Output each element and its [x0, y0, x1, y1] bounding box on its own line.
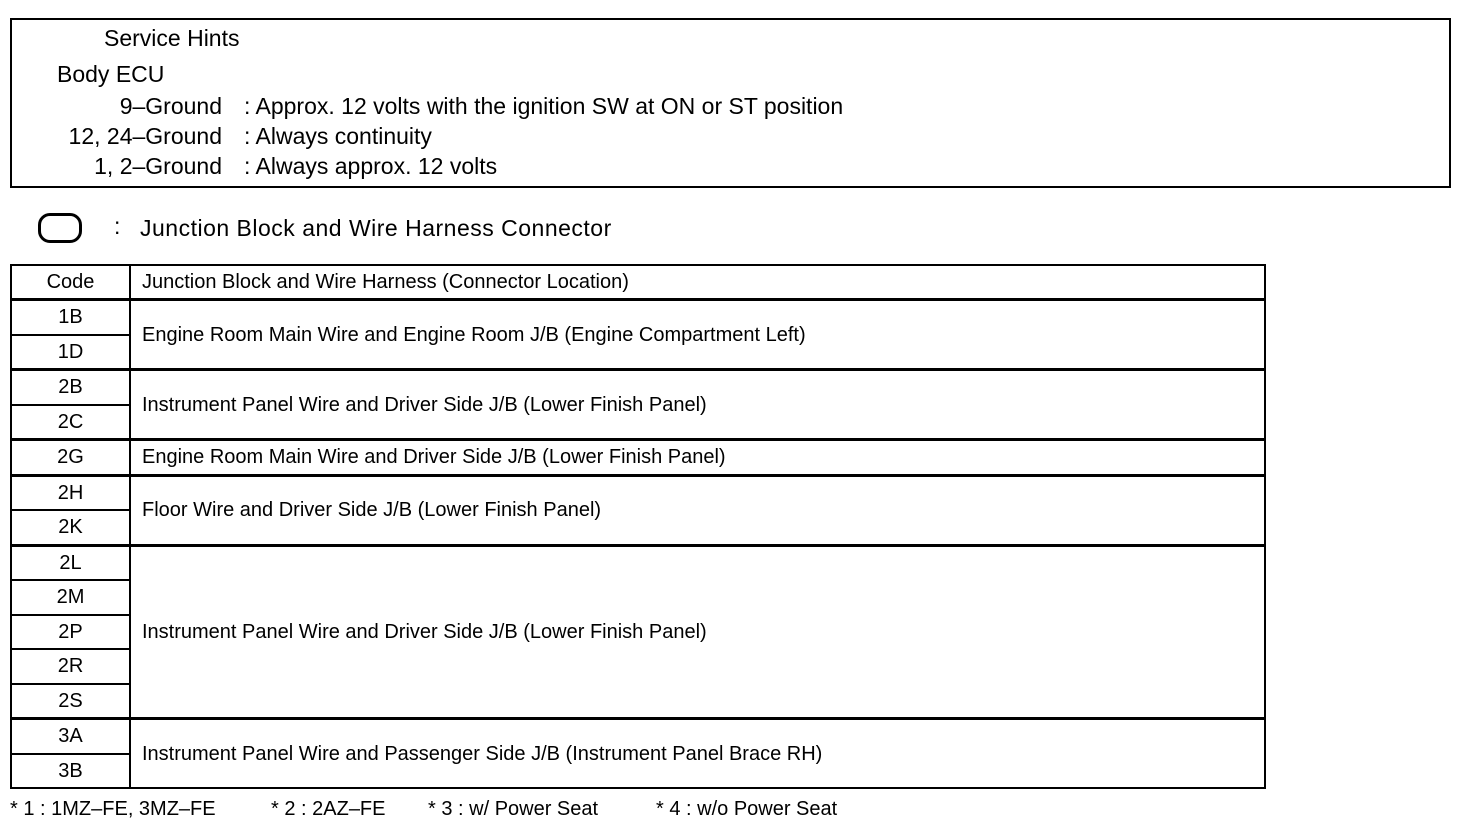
header-location: Junction Block and Wire Harness (Connector Location): [130, 265, 1265, 300]
location-cell: Floor Wire and Driver Side J/B (Lower Finish Panel): [130, 475, 1265, 545]
code-cell: 2C: [11, 405, 130, 440]
location-cell: Instrument Panel Wire and Passenger Side J/B (Instrument Panel Brace RH): [130, 719, 1265, 789]
footnote: * 2 : 2AZ–FE: [271, 798, 386, 820]
footnote: * 1 : 1MZ–FE, 3MZ–FE: [10, 798, 216, 820]
table-body: [11, 300, 1265, 789]
table-row: [11, 370, 1265, 405]
code-cell: 3A: [11, 719, 130, 754]
connector-table: [10, 264, 1266, 789]
hint-pins: 1, 2–Ground: [94, 153, 222, 179]
code-cell: 2H: [11, 475, 130, 510]
table-row: [11, 300, 1265, 335]
service-hints-box: [10, 18, 1451, 188]
table-row: [11, 545, 1265, 580]
legend-text: Junction Block and Wire Harness Connector: [140, 215, 612, 241]
hint-description: : Always approx. 12 volts: [244, 153, 498, 179]
code-cell: 1B: [11, 300, 130, 335]
code-cell: 2G: [11, 440, 130, 476]
footnote: * 4 : w/o Power Seat: [656, 798, 838, 820]
code-cell: 2S: [11, 684, 130, 719]
code-cell: 2R: [11, 649, 130, 684]
code-cell: 2L: [11, 545, 130, 580]
code-cell: 1D: [11, 335, 130, 370]
hint-pins: 12, 24–Ground: [68, 123, 222, 149]
footnote: * 3 : w/ Power Seat: [428, 798, 599, 820]
code-cell: 3B: [11, 754, 130, 789]
legend-colon: :: [114, 213, 121, 239]
code-cell: 2M: [11, 580, 130, 615]
header-code: Code: [11, 265, 130, 300]
location-cell: Engine Room Main Wire and Engine Room J/B (Engine Compartment Left): [130, 300, 1265, 370]
service-hints-title: Service Hints: [90, 24, 253, 52]
table-header-row: [11, 265, 1265, 300]
connector-symbol-icon: [38, 213, 82, 243]
code-cell: 2B: [11, 370, 130, 405]
code-cell: 2P: [11, 615, 130, 650]
table-row: [11, 719, 1265, 754]
table-row: [11, 440, 1265, 476]
location-cell: Instrument Panel Wire and Driver Side J/B (Lower Finish Panel): [130, 370, 1265, 440]
code-cell: 2K: [11, 510, 130, 545]
hint-description: : Approx. 12 volts with the ignition SW at ON or ST position: [244, 93, 844, 119]
location-cell: Instrument Panel Wire and Driver Side J/B (Lower Finish Panel): [130, 545, 1265, 719]
service-hints-heading: Body ECU: [57, 61, 165, 87]
location-cell: Engine Room Main Wire and Driver Side J/B (Lower Finish Panel): [130, 440, 1265, 476]
table-row: [11, 475, 1265, 510]
hint-pins: 9–Ground: [119, 93, 222, 119]
hint-description: : Always continuity: [244, 123, 432, 149]
